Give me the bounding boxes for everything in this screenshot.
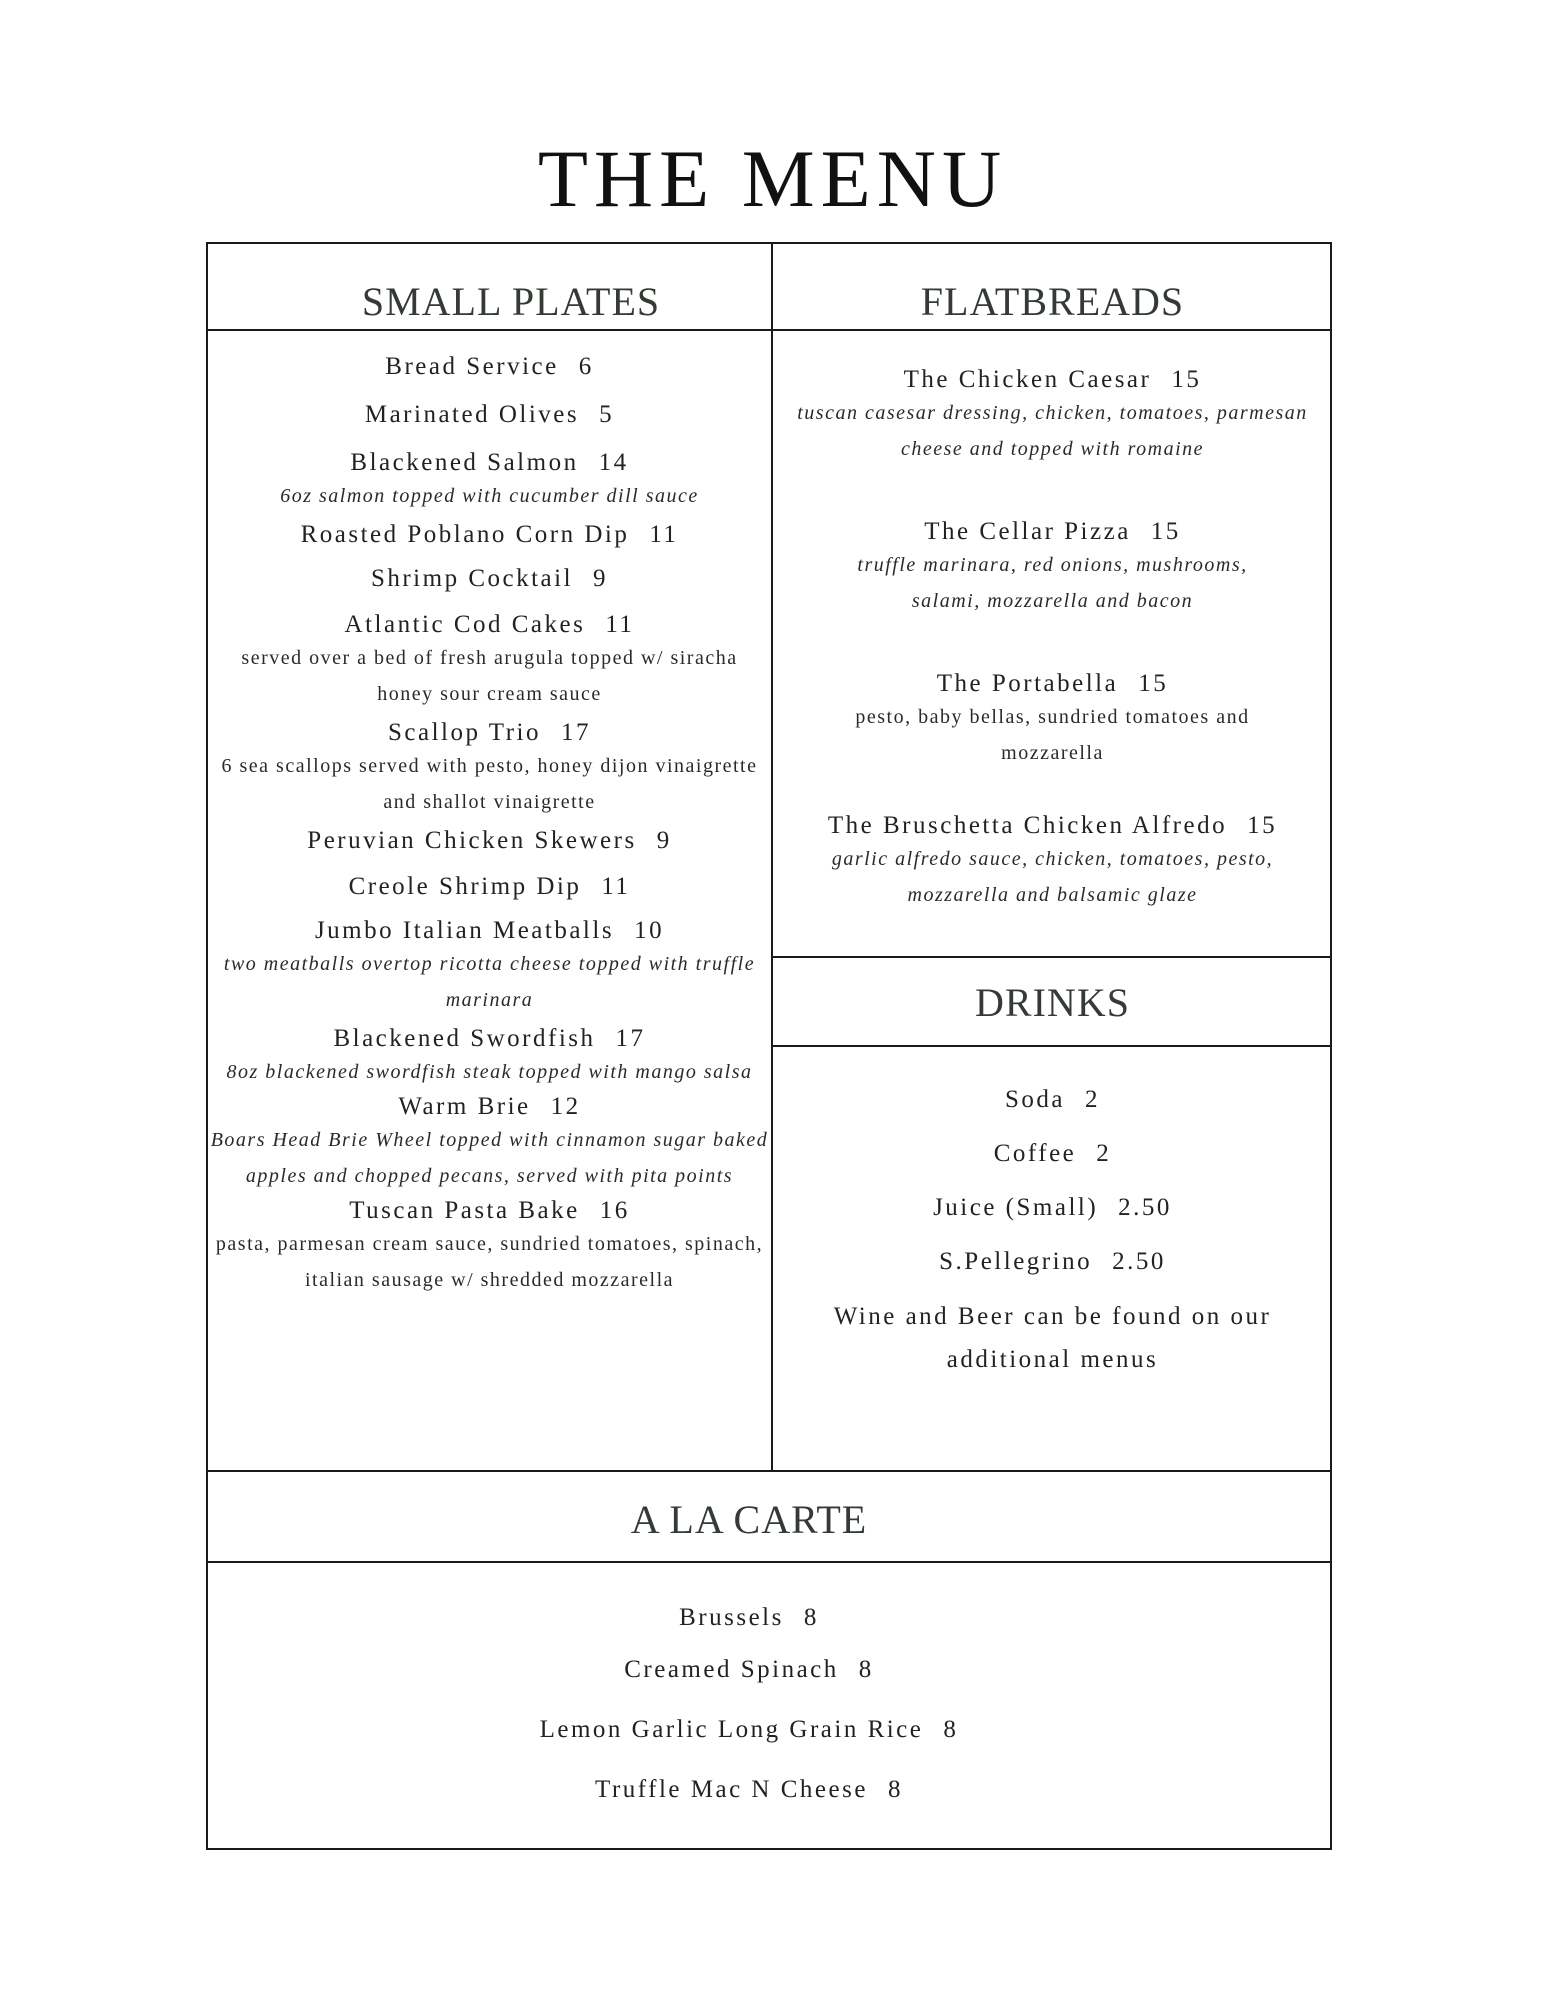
- menu-item: [773, 365, 1332, 467]
- menu-item: [208, 872, 771, 902]
- menu-item: [208, 400, 771, 430]
- item-description: pesto, baby bellas, sundried tomatoes and mozzarella: [855, 706, 1250, 764]
- item-price: 9: [656, 827, 672, 854]
- small-plates-list: [208, 352, 771, 1298]
- item-name: S.Pellegrino: [939, 1248, 1093, 1275]
- menu-item: [208, 718, 771, 820]
- item-name: Marinated Olives: [364, 401, 580, 428]
- item-price: 14: [598, 449, 629, 476]
- drinks-heading: DRINKS: [975, 980, 1130, 1025]
- item-price: 11: [601, 873, 631, 900]
- item-description: truffle marinara, red onions, mushrooms, salami, mozzarella and bacon: [857, 554, 1248, 612]
- drinks-note: Wine and Beer can be found on our additional menus: [833, 1303, 1272, 1373]
- item-name: Jumbo Italian Meatballs: [314, 917, 615, 944]
- item-price: 8: [887, 1776, 903, 1803]
- item-name: Truffle Mac N Cheese: [595, 1776, 868, 1803]
- menu-item: [206, 1775, 1292, 1805]
- drinks-list: [773, 1085, 1332, 1381]
- menu-item: [773, 811, 1332, 913]
- menu-item: [208, 564, 771, 594]
- item-description: Boars Head Brie Wheel topped with cinnamon sugar baked apples and chopped pecans, served with pita points: [210, 1129, 769, 1187]
- drinks-header-divider: [771, 1045, 1332, 1047]
- item-price: 11: [649, 521, 679, 548]
- item-price: 8: [943, 1716, 959, 1743]
- menu-item: [773, 1193, 1332, 1223]
- menu-item: [206, 1655, 1292, 1685]
- page-title: THE MENU: [537, 133, 1008, 224]
- menu-item: [208, 448, 771, 514]
- item-price: 2.50: [1112, 1248, 1166, 1275]
- item-price: 17: [615, 1025, 646, 1052]
- item-name: Shrimp Cocktail: [370, 565, 574, 592]
- item-price: 5: [599, 401, 615, 428]
- item-description: two meatballs overtop ricotta cheese topped with truffle marinara: [223, 953, 756, 1011]
- item-name: The Cellar Pizza: [924, 518, 1131, 545]
- menu-item: [206, 1715, 1292, 1745]
- item-name: The Portabella: [936, 670, 1119, 697]
- item-price: 15: [1150, 518, 1181, 545]
- item-name: Tuscan Pasta Bake: [349, 1197, 580, 1224]
- item-price: 2: [1085, 1086, 1100, 1113]
- item-name: Roasted Poblano Corn Dip: [300, 521, 630, 548]
- item-price: 15: [1138, 670, 1169, 697]
- menu-item: [208, 916, 771, 1018]
- item-name: Peruvian Chicken Skewers: [307, 827, 637, 854]
- item-name: Atlantic Cod Cakes: [344, 611, 586, 638]
- menu-item: [773, 517, 1332, 619]
- item-price: 15: [1171, 366, 1202, 393]
- item-name: The Chicken Caesar: [903, 366, 1152, 393]
- flatbreads-heading: FLATBREADS: [920, 279, 1185, 324]
- flatbreads-list: [773, 365, 1332, 913]
- item-price: 6: [578, 353, 594, 380]
- header-divider: [206, 329, 1332, 331]
- menu-item: [206, 1603, 1292, 1633]
- flatbreads-bottom-divider: [771, 956, 1332, 958]
- item-description: 6oz salmon topped with cucumber dill sauce: [280, 485, 699, 507]
- item-price: 12: [550, 1093, 581, 1120]
- item-name: Blackened Swordfish: [333, 1025, 596, 1052]
- a-la-carte-list: [206, 1603, 1332, 1805]
- small-plates-heading: SMALL PLATES: [361, 279, 661, 324]
- item-name: Scallop Trio: [388, 719, 541, 746]
- menu-item: [208, 1092, 771, 1194]
- menu-item: [208, 610, 771, 712]
- item-price: 8: [803, 1604, 819, 1631]
- item-name: Lemon Garlic Long Grain Rice: [539, 1716, 924, 1743]
- item-description: 6 sea scallops served with pesto, honey dijon vinaigrette and shallot vinaigrette: [221, 755, 758, 813]
- item-description: 8oz blackened swordfish steak topped with mango salsa: [226, 1061, 753, 1083]
- item-name: Bread Service: [385, 353, 559, 380]
- item-description: pasta, parmesan cream sauce, sundried tomatoes, spinach, italian sausage w/ shredded mozzarella: [215, 1233, 764, 1291]
- item-price: 16: [599, 1197, 630, 1224]
- menu-item: [773, 1247, 1332, 1277]
- item-name: Coffee: [993, 1140, 1077, 1167]
- menu-item: [773, 669, 1332, 771]
- item-name: Soda: [1005, 1086, 1065, 1113]
- menu-item: [208, 826, 771, 856]
- a-la-carte-top-divider: [206, 1470, 1332, 1472]
- item-description: garlic alfredo sauce, chicken, tomatoes, pesto, mozzarella and balsamic glaze: [831, 848, 1274, 906]
- menu-item: [208, 352, 771, 382]
- item-name: Creamed Spinach: [624, 1656, 839, 1683]
- item-price: 8: [858, 1656, 874, 1683]
- menu-item: [773, 1085, 1332, 1115]
- item-price: 11: [605, 611, 635, 638]
- item-name: The Bruschetta Chicken Alfredo: [827, 812, 1228, 839]
- item-description: tuscan casesar dressing, chicken, tomatoes, parmesan cheese and topped with romaine: [797, 402, 1308, 460]
- item-name: Warm Brie: [398, 1093, 531, 1120]
- item-price: 9: [593, 565, 609, 592]
- a-la-carte-header-divider: [206, 1561, 1332, 1563]
- item-price: 17: [560, 719, 591, 746]
- menu-item: [208, 1196, 771, 1298]
- menu-item: [208, 1024, 771, 1090]
- menu-item: [208, 520, 771, 550]
- a-la-carte-heading: A LA CARTE: [630, 1497, 868, 1542]
- menu-item: [773, 1139, 1332, 1169]
- item-price: 10: [634, 917, 665, 944]
- item-price: 2.50: [1118, 1194, 1172, 1221]
- item-name: Creole Shrimp Dip: [348, 873, 582, 900]
- item-name: Brussels: [679, 1604, 784, 1631]
- item-price: 2: [1096, 1140, 1112, 1167]
- item-name: Juice (Small): [933, 1194, 1099, 1221]
- item-description: served over a bed of fresh arugula topped w/ siracha honey sour cream sauce: [241, 647, 738, 705]
- item-price: 15: [1247, 812, 1278, 839]
- item-name: Blackened Salmon: [350, 449, 579, 476]
